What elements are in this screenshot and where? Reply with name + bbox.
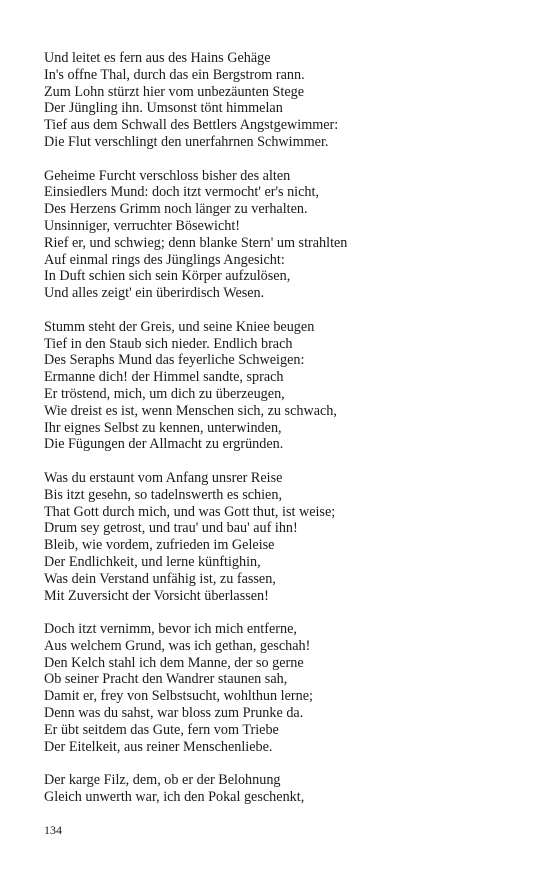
poem-line: Und alles zeigt' ein überirdisch Wesen. [44,285,265,302]
poem-line: Bleib, wie vordem, zufrieden im Geleise [44,537,275,554]
poem-line: Zum Lohn stürzt hier vom unbezäunten Stege [44,83,305,100]
poem-line: Unsinniger, verruchter Bösewicht! [44,217,241,234]
poem-line: Doch itzt vernimm, bevor ich mich entferne, [44,621,297,638]
poem-line: Denn was du sahst, war bloss zum Prunke da. [44,705,304,722]
poem-line: Ob seiner Pracht den Wandrer staunen sah, [44,671,288,688]
poem-line: Des Herzens Grimm noch länger zu verhalten. [44,201,308,218]
poem-line: Der Jüngling ihn. Umsonst tönt himmelan [44,100,283,117]
poem-line: Die Fügungen der Allmacht zu ergründen. [44,436,284,453]
poem-line: Tief aus dem Schwall des Bettlers Angstgewimmer: [44,117,339,134]
poem-line: Der Eitelkeit, aus reiner Menschenliebe. [44,738,273,755]
poem-line: Des Seraphs Mund das feyerliche Schweigen: [44,352,305,369]
poem-line: Mit Zuversicht der Vorsicht überlassen! [44,587,269,604]
poem-line: Drum sey getrost, und trau' und bau' auf ihn! [44,520,298,537]
poem-text [44,50,524,823]
poem-line: Auf einmal rings des Jünglings Angesicht: [44,251,285,268]
poem-line: Er übt seitdem das Gute, fern vom Triebe [44,721,279,738]
poem-line: Der Endlichkeit, und lerne künftighin, [44,553,261,570]
poem-line: Was dein Verstand unfähig ist, zu fassen, [44,570,276,587]
stanza-2 [44,168,524,302]
stanza-5 [44,621,524,755]
poem-line: Aus welchem Grund, was ich gethan, geschah! [44,637,311,654]
poem-line: Bis itzt gesehn, so tadelnswerth es schien, [44,486,282,503]
poem-line: Die Flut verschlingt den unerfahrnen Schwimmer. [44,133,329,150]
stanza-3 [44,319,524,453]
poem-line: Rief er, und schwieg; denn blanke Stern' um strahlten [44,234,348,251]
poem-line: Damit er, frey von Selbstsucht, wohlthun lerne; [44,688,313,705]
poem-line: Er tröstend, mich, um dich zu überzeugen, [44,385,285,402]
stanza-4 [44,470,524,604]
poem-line: Einsiedlers Mund: doch itzt vermocht' er's nicht, [44,184,320,201]
poem-line: That Gott durch mich, und was Gott thut, ist weise; [44,503,336,520]
poem-line: Und leitet es fern aus des Hains Gehäge [44,50,271,66]
stanza-1 [44,50,524,151]
page-number: 134 [44,823,62,837]
stanza-6 [44,772,524,806]
poem-line: Stumm steht der Greis, und seine Kniee beugen [44,318,315,335]
poem-line: In's offne Thal, durch das ein Bergstrom rann. [44,66,305,83]
poem-line: Den Kelch stahl ich dem Manne, der so gerne [44,654,304,671]
poem-line: Ihr eignes Selbst zu kennen, unterwinden, [44,419,282,436]
poem-line: Ermanne dich! der Himmel sandte, sprach [44,369,284,386]
poem-line: Der karge Filz, dem, ob er der Belohnung [44,772,281,789]
poem-line: Gleich unwerth war, ich den Pokal geschenkt, [44,789,305,806]
poem-line: In Duft schien sich sein Körper aufzulösen, [44,268,291,285]
poem-line: Tief in den Staub sich nieder. Endlich brach [44,335,293,352]
poem-line: Geheime Furcht verschloss bisher des alten [44,167,291,184]
poem-line: Wie dreist es ist, wenn Menschen sich, zu schwach, [44,402,337,419]
poem-line: Was du erstaunt vom Anfang unsrer Reise [44,469,283,486]
